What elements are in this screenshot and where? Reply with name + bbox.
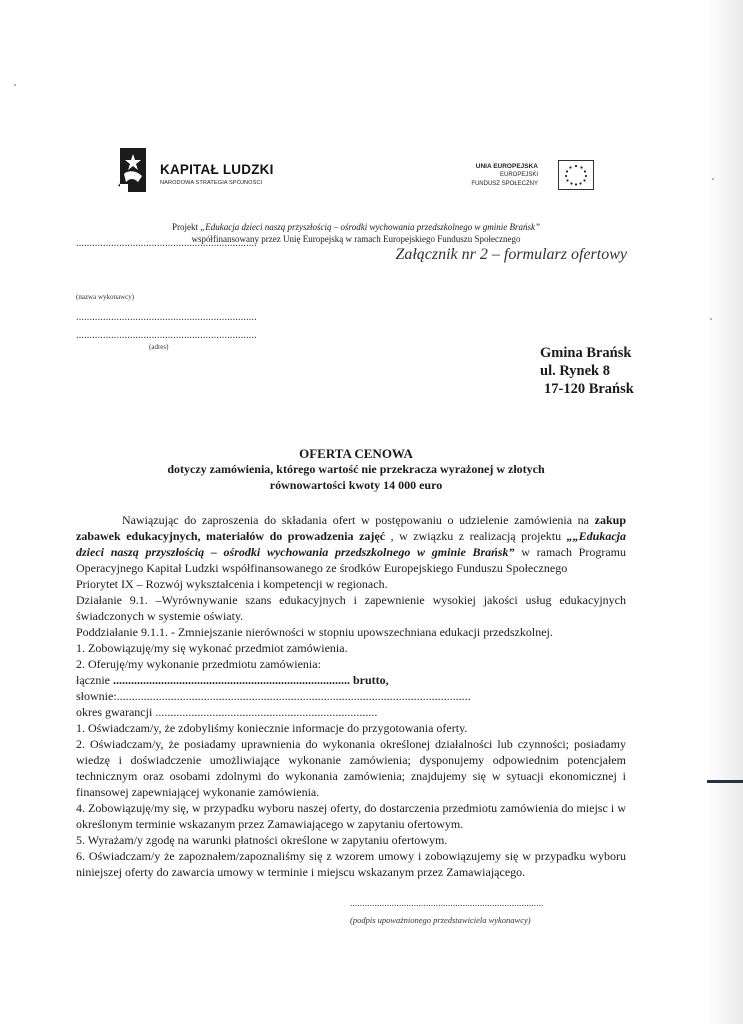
eu-line-2: EUROPEJSKI — [499, 172, 538, 178]
document-subtitle-1: dotyczy zamówienia, którego wartość nie przekracza wyrażonej w złotych — [167, 462, 545, 476]
declaration-6: 6. Oświadczam/y że zapoznałem/zapoznaliśmy się z wzorem umowy i zobowiązujemy się w przypadku wyboru niniejszej oferty do zawarcia umowy w terminie i miejscu wskazanym przez Zamawiającego. — [76, 849, 626, 879]
intro-text-c: , w związku z realizacją projektu — [385, 529, 567, 543]
offer-body — [76, 512, 626, 880]
total-field[interactable]: ............................................................................... — [112, 673, 350, 687]
eu-flag-icon — [558, 160, 594, 190]
eu-line-3: FUNDUSZ SPOŁECZNY — [471, 181, 538, 187]
item-1: 1. Zobowiązuję/my się wykonać przedmiot zamówienia. — [76, 641, 348, 655]
item-2: 2. Oferuję/my wykonanie przedmiotu zamówienia: — [76, 657, 321, 671]
recipient-line-2: ul. Rynek 8 — [540, 363, 610, 379]
scan-edge-mark — [707, 780, 743, 783]
signature-caption: (podpis upoważnionego przedstawiciela wykonawcy) — [350, 915, 531, 925]
intro-paragraph — [76, 512, 626, 576]
declaration-1: 1. Oświadczam/y, że zdobyliśmy koniecznie informacje do przygotowania oferty. — [76, 721, 468, 735]
total-brutto: brutto, — [349, 673, 389, 687]
contractor-address-dots-2: ................................................................... — [76, 330, 257, 341]
submeasure-line: Poddziałanie 9.1.1. - Zmniejszanie nierówności w stopniu upowszechniana edukacji przedszkolnej. — [76, 625, 553, 639]
recipient-line-3: 17-120 Brańsk — [544, 381, 634, 397]
declaration-4: 4. Zobowiązuję/my się, w przypadku wyboru naszej oferty, do dostarczenia przedmiotu zamówienia do miejsc i w określonym terminie wskazanym przez Zamawiającego w zapytaniu ofertowym. — [76, 801, 626, 831]
total-line — [76, 672, 626, 688]
scan-speck — [710, 318, 712, 320]
intro-subject: zakup zabawek edukacyjnych, materiałów do prowadzenia zajęć — [76, 513, 626, 543]
contractor-address-label: (adres) — [149, 343, 169, 351]
scan-speck — [712, 178, 714, 180]
contractor-name-label: (nazwa wykonawcy) — [76, 293, 135, 301]
project-prefix: Projekt — [172, 222, 201, 232]
words-line — [76, 688, 626, 704]
kapital-ludzki-title: KAPITAŁ LUDZKI — [160, 162, 274, 177]
document-title: OFERTA CENOWA — [299, 446, 413, 461]
contractor-name-dots: ................................................................... — [76, 238, 257, 249]
intro-text-a: Nawiązując do zaproszenia do składania ofert w postępowaniu o udzielenie zamówienia na — [122, 513, 595, 527]
attachment-label: Załącznik nr 2 – formularz ofertowy — [395, 246, 627, 263]
total-label: łącznie — [76, 673, 110, 687]
project-line-2: współfinansowany przez Unię Europejską w ramach Europejskiego Funduszu Społecznego — [191, 234, 521, 244]
eu-social-fund-logo — [452, 160, 594, 190]
eu-logo-text — [471, 162, 538, 189]
intro-text-e: w ramach Programu Operacyjnego Kapitał Ludzki współfinansowanego ze środków Europejskiego Funduszu Społecznego — [76, 545, 626, 575]
declaration-5: 5. Wyrażam/y zgodę na warunki płatności określone w zapytaniu ofertowym. — [76, 833, 448, 847]
kapital-ludzki-emblem-icon — [118, 148, 148, 194]
words-field[interactable]: ...................................................................................................................... — [116, 689, 471, 703]
signature-field[interactable]: ............................................................................... — [350, 898, 544, 908]
recipient-line-1: Gmina Brańsk — [540, 345, 632, 361]
warranty-line — [76, 704, 626, 720]
priority-line: Priorytet IX – Rozwój wykształcenia i kompetencji w regionach. — [76, 577, 388, 591]
kapital-ludzki-subtitle: NARODOWA STRATEGIA SPÓJNOŚCI — [160, 180, 263, 186]
scan-speck — [14, 84, 16, 86]
declaration-2: 2. Oświadczam/y, że posiadamy uprawnienia do wykonania określonej działalności lub czynności; posiadamy wiedzę i doświadczenie umożliwiające wykonanie zamówienia; dysponujemy odpowiednim potencjałem technicznym oraz osobami zdolnymi do wykonania zamówienia; znajdujemy się w sytuacji ekonomicznej i finansowej zapewniającej wykonanie zamówienia. — [76, 737, 626, 799]
kapital-ludzki-logo — [118, 148, 288, 198]
contractor-address-dots-1: ................................................................... — [76, 312, 257, 323]
warranty-label: okres gwarancji — [76, 705, 153, 719]
eu-line-1: UNIA EUROPEJSKA — [475, 163, 538, 170]
measure-line: Działanie 9.1. –Wyrównywanie szans edukacyjnych i zapewnienie wysokiej jakości usług edukacyjnych świadczonych w systemie oświaty. — [76, 593, 626, 623]
project-line-1 — [0, 222, 712, 232]
recipient-address — [540, 344, 634, 398]
project-title: „Edukacja dzieci naszą przyszłością – ośrodki wychowania przedszkolnego w gminie Brańsk” — [200, 222, 540, 232]
words-label: słownie: — [76, 689, 117, 703]
scan-page-edge — [707, 0, 743, 1024]
document-subtitle-2: równowartości kwoty 14 000 euro — [269, 478, 443, 492]
intro-project-name: „„Edukacja dzieci naszą przyszłością – ośrodki wychowania przedszkolnego w gminie Brańsk” — [76, 529, 627, 559]
warranty-field[interactable]: .......................................................................... — [155, 705, 378, 719]
